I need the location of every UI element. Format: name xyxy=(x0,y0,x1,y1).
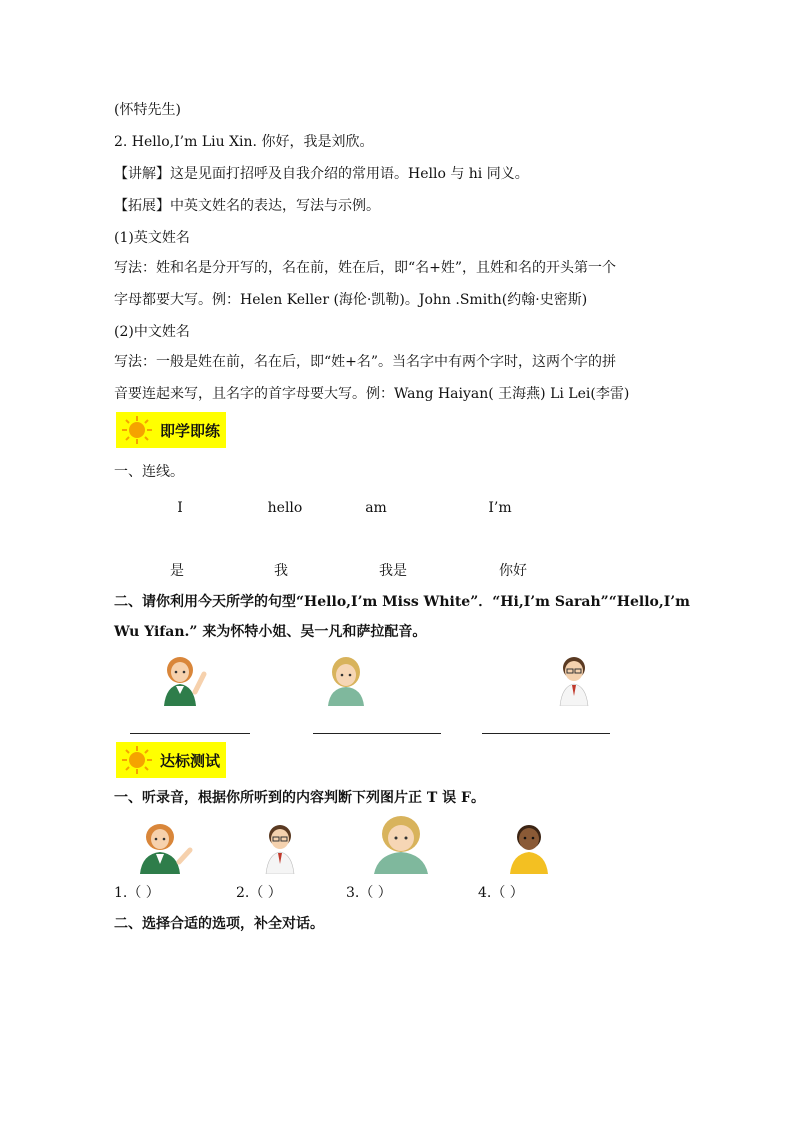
match-word-cn: 你好 xyxy=(499,563,527,579)
sarah-figure xyxy=(370,814,432,878)
match-word-cn: 我 xyxy=(274,563,288,579)
test-question-2-title: 二、选择合适的选项，补全对话。 xyxy=(114,916,324,932)
section-title: 即学即练 xyxy=(158,412,226,448)
match-word-cn: 是 xyxy=(170,563,184,579)
text-line: 音要连起来写，且名字的首字母要大写。例：Wang Haiyan( 王海燕) Li Lei(李雷) xyxy=(114,386,630,402)
sun-icon xyxy=(116,742,158,778)
answer-1[interactable]: 1.（ ） xyxy=(114,885,160,901)
text-line: (怀特先生) xyxy=(114,102,181,118)
question-2-title-cont: Wu Yifan.” 来为怀特小姐、吴一凡和萨拉配音。 xyxy=(114,624,427,640)
miss-white-figure xyxy=(160,654,208,710)
match-word-en: am xyxy=(365,500,387,516)
question-1-title: 一、连线。 xyxy=(114,464,184,480)
text-line: 写法：一般是姓在前，名在后，即“姓+名”。当名字中有两个字时，这两个字的拼 xyxy=(114,354,617,370)
text-line: (1)英文姓名 xyxy=(114,230,190,246)
zhang-peng-figure xyxy=(506,822,552,878)
match-word-en: I’m xyxy=(488,500,512,516)
match-word-cn: 我是 xyxy=(379,563,407,579)
text-line: (2)中文姓名 xyxy=(114,324,190,340)
sarah-figure xyxy=(324,654,368,710)
text-line: 【拓展】中英文姓名的表达，写法与示例。 xyxy=(114,198,380,214)
text-line: 2. Hello,I’m Liu Xin. 你好，我是刘欣。 xyxy=(114,134,374,150)
answer-4[interactable]: 4.（ ） xyxy=(478,885,524,901)
miss-white-figure xyxy=(136,822,194,878)
answer-blank[interactable] xyxy=(482,733,610,734)
answer-blank[interactable] xyxy=(130,733,250,734)
wu-yifan-figure xyxy=(260,822,300,878)
answer-3[interactable]: 3.（ ） xyxy=(346,885,392,901)
section-header-practice xyxy=(116,412,226,448)
test-question-1-title: 一、听录音，根据你所听到的内容判断下列图片正 T 误 F。 xyxy=(114,790,485,806)
section-header-test xyxy=(116,742,226,778)
answer-blank[interactable] xyxy=(313,733,441,734)
text-line: 写法：姓和名是分开写的，名在前，姓在后，即“名+姓”，且姓和名的开头第一个 xyxy=(114,260,617,276)
text-line: 【讲解】这是见面打招呼及自我介绍的常用语。Hello 与 hi 同义。 xyxy=(114,166,529,182)
match-word-en: hello xyxy=(267,500,303,516)
sun-icon xyxy=(116,412,158,448)
wu-yifan-figure xyxy=(554,654,594,710)
answer-2[interactable]: 2.（ ） xyxy=(236,885,282,901)
question-2-title: 二、请你利用今天所学的句型“Hello,I’m Miss White”．“Hi,I’m Sarah”“Hello,I’m xyxy=(114,594,690,610)
section-title: 达标测试 xyxy=(158,742,226,778)
match-word-en: I xyxy=(177,500,183,516)
text-line: 字母都要大写。例：Helen Keller (海伦·凯勒)。John .Smith(约翰·史密斯) xyxy=(114,292,588,308)
